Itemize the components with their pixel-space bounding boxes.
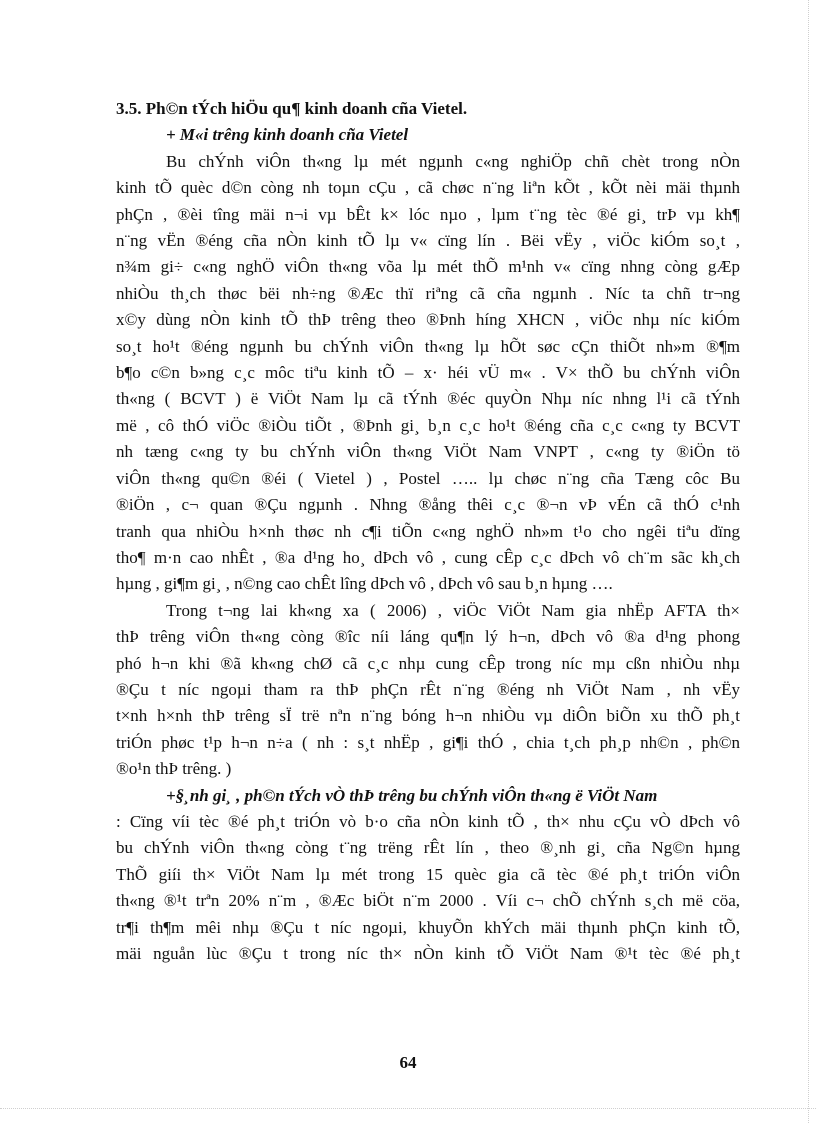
text-line: bu chÝnh viÔn th«ng còng t¨ng trëng rÊt lín , theo ®¸nh gi¸ cña Ng©n hµng [116,838,740,858]
text-line: b¶o c©n b»ng c¸c môc tiªu kinh tÕ – x· héi vÜ m« . V× thÕ bu chÝnh viÔn [116,363,740,383]
text-line: nhiÒu th¸ch thøc bëi nh÷ng ®Æc thï riªng cã cña ngµnh . Níc ta chñ tr¬ng [116,283,740,303]
text-line: mäi nguån lùc ®Çu t trong níc th× nÒn kinh tÕ ViÖt Nam ®¹t tèc ®é ph¸t [116,944,740,963]
text-line: tho¶ m·n cao nhÊt , ®a d¹ng ho¸ dÞch vô , cung cÊp c¸c dÞch vô ch¨m sãc kh¸ch [116,547,740,567]
text-line: th«ng ®¹t trªn 20% n¨m , ®Æc biÖt n¨m 2000 . Víi c¬ chÕ chÝnh s¸ch më cöa, [116,891,740,911]
text-line: ®iÖn , c¬ quan ®Çu ngµnh . Nhng ®ång thêi c¸c ®¬n vÞ vÉn cã thÓ c¹nh [116,495,740,515]
paragraph-3 [116,809,740,967]
paragraph-2 [116,598,740,783]
text-line: tr¶i th¶m mêi nhµ ®Çu t níc ngoµi, khuyÕn khÝch mäi thµnh phÇn kinh tÕ, [116,917,740,937]
text-line: th«ng ( BCVT ) ë ViÖt Nam lµ cã tÝnh ®éc quyÒn Nhµ níc nhng l¹i cã tÝnh [116,389,740,409]
text-line: t×nh h×nh thÞ trêng sÏ trë nªn n¨ng bóng h¬n nhiÒu vµ diÔn biÕn xu thÕ ph¸t [116,706,740,726]
text-line: Bu chÝnh viÔn th«ng lµ mét ngµnh c«ng nghiÖp chñ chèt trong nÒn [166,151,740,171]
text-line: viÔn th«ng qu©n ®éi ( Vietel ) , Postel ….. lµ chøc n¨ng cña Tæng côc Bu [116,468,740,488]
text-line: Trong t¬ng lai kh«ng xa ( 2006) , viÖc ViÖt Nam gia nhËp AFTA th× [166,600,740,620]
text-line: so¸t ho¹t ®éng ngµnh bu chÝnh viÔn th«ng lµ hÕt søc cÇn thiÕt nh»m ®¶m [116,336,740,356]
page-content [116,96,740,967]
text-line: ®Çu t níc ngoµi tham ra thÞ phÇn rÊt n¨ng ®éng nh ViÖt Nam , nh vËy [116,679,740,699]
text-line: më , cô thÓ viÖc ®iÒu tiÕt , ®Þnh gi¸ b¸n c¸c ho¹t ®éng cña c¸c c«ng ty BCVT [116,415,740,435]
text-line: hµng , gi¶m gi¸ , n©ng cao chÊt lîng dÞch vô , dÞch vô sau b¸n hµng …. [116,574,613,594]
text-line: x©y dùng nÒn kinh tÕ thÞ trêng theo ®Þnh híng XHCN , viÖc nhµ níc kiÓm [116,310,740,330]
subsection-heading-2: +§¸nh gi¸ , ph©n tÝch vÒ thÞ trêng bu chÝnh viÔn th«ng ë ViÖt Nam [166,785,658,805]
text-line: thÞ trêng viÔn th«ng còng ®îc níi láng qu¶n lý h¬n, dÞch vô ®a d¹ng phong [116,627,740,647]
right-margin-divider [808,0,809,1123]
text-line: tranh qua nhiÒu h×nh thøc nh c¶i tiÕn c«ng nghÖ nh»m t¹o cho ngêi tiªu dïng [116,521,740,541]
text-line: triÓn phøc t¹p h¬n n÷a ( nh : s¸t nhËp , gi¶i thÓ , chia t¸ch ph¸p nh©n , ph©n [116,732,740,752]
text-line: : Cïng víi tèc ®é ph¸t triÓn vò b·o cña nÒn kinh tÕ , th× nhu cÇu vÒ dÞch vô [116,811,740,831]
subsection-heading: + M«i trêng kinh doanh cña Vietel [166,125,409,145]
text-line: nh tæng c«ng ty bu chÝnh viÔn th«ng ViÖt Nam VNPT , c«ng ty ®iÖn tö [116,442,740,462]
page-number: 64 [399,1053,417,1072]
footer-divider [0,1108,816,1109]
text-line: phó h¬n khi ®ã kh«ng chØ cã c¸c nhµ cung cÊp trong níc mµ cßn nhiÒu nhµ [116,653,740,673]
text-line: phÇn , ®èi tîng mäi n¬i vµ bÊt k× lóc nµo , lµm t¨ng tèc ®é gi¸ trÞ vµ kh¶ [116,204,740,224]
text-line: n¨ng vËn ®éng cña nÒn kinh tÕ lµ v« cïng lín . Bëi vËy , viÖc kiÓm so¸t , [116,231,740,251]
paragraph-1 [116,149,740,598]
text-line: ThÕ giíi th× ViÖt Nam lµ mét trong 15 quèc gia cã tèc ®é ph¸t triÓn viÔn [116,864,740,884]
section-heading: 3.5. Ph©n tÝch hiÖu qu¶ kinh doanh cña Vietel. [116,99,468,118]
text-line: ®o¹n thÞ trêng. ) [116,759,232,779]
text-line: kinh tÕ quèc d©n còng nh toµn cÇu , cã chøc n¨ng liªn kÕt , kÕt nèi mäi thµnh [116,178,740,198]
text-line: n¾m gi÷ c«ng nghÖ viÔn th«ng võa lµ mét thÕ m¹nh v« cïng nhng còng gÆp [116,257,740,277]
